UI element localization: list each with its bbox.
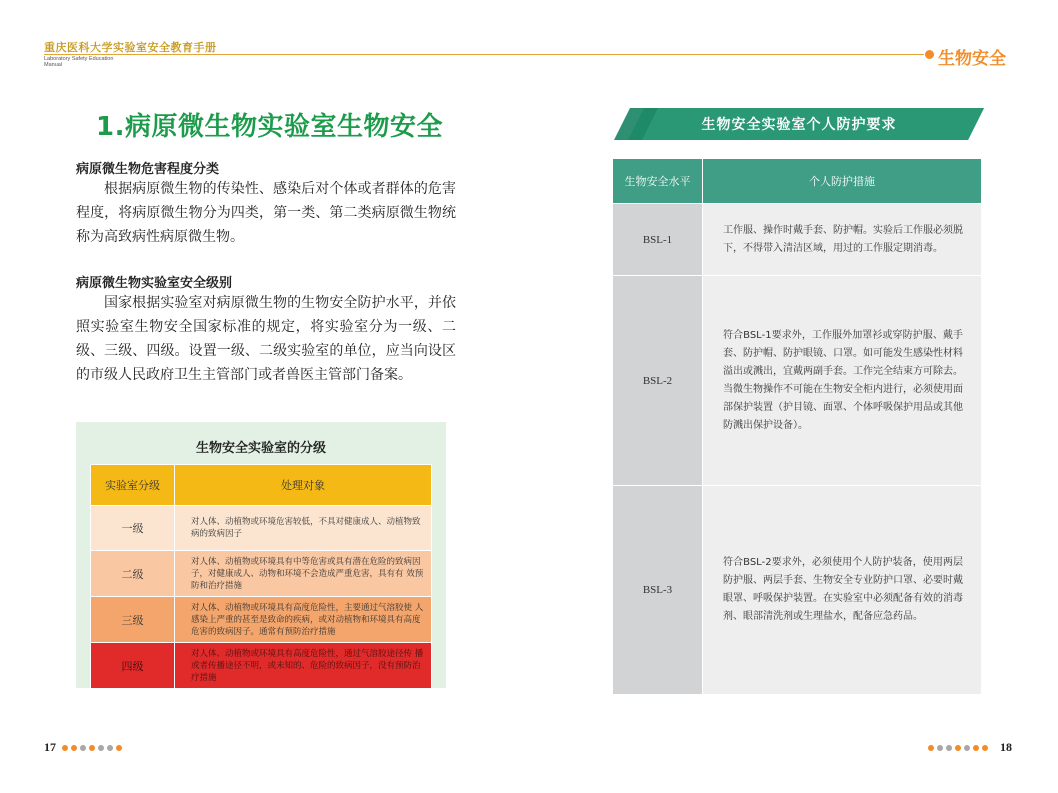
hazard-classification-title: 病原微生物危害程度分类 (76, 162, 220, 177)
brand-title: 重庆医科大学实验室安全教育手册 (44, 41, 217, 54)
section-title: 生物安全 (938, 49, 1006, 69)
grading-header-target: 处理对象 (175, 465, 432, 506)
page-number-left: 17 (44, 740, 56, 754)
table-row (91, 643, 432, 689)
grading-level: 二级 (91, 551, 175, 597)
ppe-level: BSL-1 (613, 204, 703, 276)
header-dot-icon (925, 50, 934, 59)
ppe-table (612, 158, 982, 695)
grading-table (90, 464, 432, 689)
grading-target: 对人体、动植物或环境危害较低，不具对健康成人、动植物致病的致病因子 (175, 506, 432, 551)
page-number-right: 18 (1000, 740, 1012, 754)
table-row (91, 597, 432, 643)
grading-target: 对人体、动植物或环境具有高度危险性，通过气溶胶途径传 播或者传播途径不明，或未知的、危险的致病因子，没有预防治疗措施 (175, 643, 432, 689)
footer-dots-left (62, 745, 122, 751)
hazard-classification-body: 根据病原微生物的传染性、感染后对个体或者群体的危害程度，将病原微生物分为四类，第一类、第二类病原微生物统称为高致病性病原微生物。 (76, 181, 456, 245)
grading-level: 一级 (91, 506, 175, 551)
ppe-header-level: 生物安全水平 (613, 159, 703, 204)
grading-panel (76, 422, 446, 688)
lab-safety-level-title: 病原微生物实验室安全级别 (76, 276, 233, 291)
table-row (613, 204, 982, 276)
grading-level: 三级 (91, 597, 175, 643)
header-divider (44, 54, 924, 55)
table-row (613, 276, 982, 486)
ppe-measures: 符合BSL-2要求外，必须使用个人防护装备，使用两层防护服、两层手套、生物安全专业防护口罩、必要时戴眼罩、呼吸保护装置。在实验室中必须配备有效的消毒剂、眼部清洗剂或生理盐水，配备应急药品。 (703, 486, 982, 695)
page-heading: 1.病原微生物实验室生物安全 (96, 112, 443, 142)
ppe-measures: 工作服、操作时戴手套、防护帽。实验后工作服必须脱下，不得带入清洁区域，用过的工作服定期消毒。 (703, 204, 982, 276)
lab-safety-level-body: 国家根据实验室对病原微生物的生物安全防护水平，并依照实验室生物安全国家标准的规定，将实验室分为一级、二级、三级、四级。设置一级、二级实验室的单位，应当向设区的市级人民政府卫生主管部门或者兽医主管部门备案。 (76, 295, 456, 383)
ribbon-title: 生物安全实验室个人防护要求 (701, 117, 897, 133)
table-row (91, 551, 432, 597)
ppe-header-measures: 个人防护措施 (703, 159, 982, 204)
ppe-level: BSL-3 (613, 486, 703, 695)
brand-subtitle-en: Laboratory Safety Education Manual (44, 56, 114, 68)
ppe-measures: 符合BSL-1要求外，工作服外加罩衫或穿防护服、戴手套、防护帽、防护眼镜、口罩。如可能发生感染性材料溢出或溅出，宜戴两副手套。工作完全结束方可除去。当微生物操作不可能在生物安全柜内进行，必须使用面部保护装置（护目镜、面罩、个体呼吸保护用品或其他防溅出保护设备）。 (703, 276, 982, 486)
grading-target: 对人体、动植物或环境具有高度危险性，主要通过气溶胶使 人感染上严重的甚至是致命的疾病，或对动植物和环境具有高度危害的致病因子。通常有预防治疗措施 (175, 597, 432, 643)
table-row (613, 486, 982, 695)
footer-dots-right (928, 745, 988, 751)
grading-level: 四级 (91, 643, 175, 689)
table-row (91, 506, 432, 551)
grading-header-level: 实验室分级 (91, 465, 175, 506)
ppe-level: BSL-2 (613, 276, 703, 486)
grading-target: 对人体、动植物或环境具有中等危害或具有潜在危险的致病因子，对健康成人、动物和环境不会造成严重危害，具有有 效预防和治疗措施 (175, 551, 432, 597)
grading-table-title: 生物安全实验室的分级 (195, 441, 326, 456)
